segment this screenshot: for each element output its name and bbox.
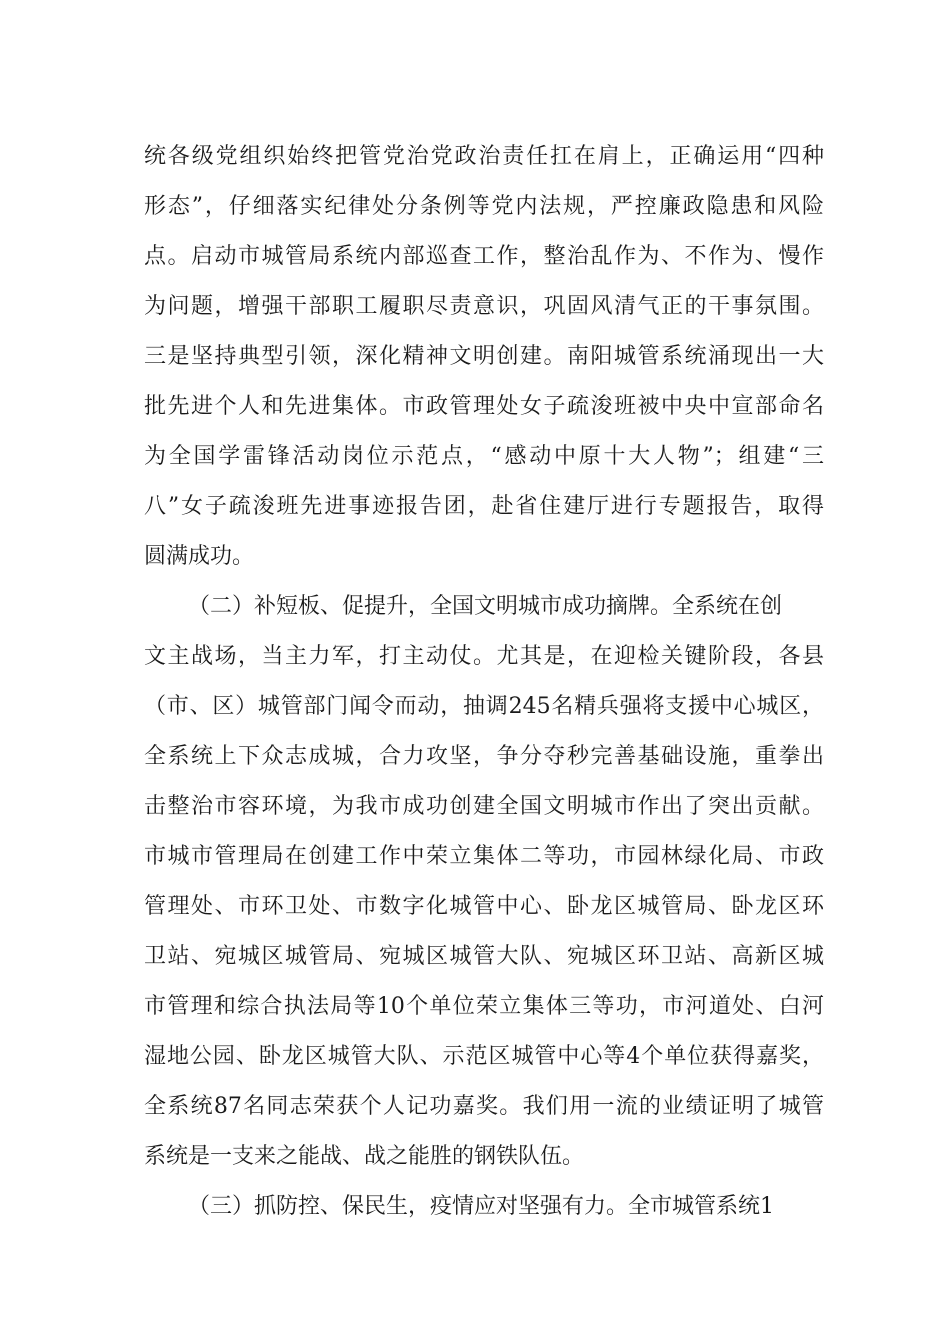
- text-line: 批先进个人和先进集体。市政管理处女子疏浚班被中央中宣部命名: [144, 394, 824, 419]
- text-line: 卫站、宛城区城管局、宛城区城管大队、宛城区环卫站、高新区城: [144, 944, 824, 969]
- text-line: 击整治市容环境，为我市成功创建全国文明城市作出了突出贡献。: [144, 794, 824, 819]
- section-heading-line: （二）补短板、促提升，全国文明城市成功摘牌。全系统在创: [188, 594, 783, 619]
- document-body: [144, 132, 824, 1232]
- text-line: 全系统87名同志荣获个人记功嘉奖。我们用一流的业绩证明了城管: [144, 1094, 824, 1119]
- text-line: 圆满成功。: [144, 544, 255, 569]
- text-line: 统各级党组织始终把管党治党政治责任扛在肩上，正确运用“四种: [144, 144, 824, 169]
- text-line: 为问题，增强干部职工履职尽责意识，巩固风清气正的干事氛围。: [144, 294, 824, 319]
- text-line: 文主战场，当主力军，打主动仗。尤其是，在迎检关键阶段，各县: [144, 644, 824, 669]
- text-line: 系统是一支来之能战、战之能胜的钢铁队伍。: [144, 1144, 585, 1169]
- text-line: 全系统上下众志成城，合力攻坚，争分夺秒完善基础设施，重拳出: [144, 744, 824, 769]
- text-line: 为全国学雷锋活动岗位示范点，“感动中原十大人物”；组建“三: [144, 444, 824, 469]
- text-line: 三是坚持典型引领，深化精神文明创建。南阳城管系统涌现出一大: [144, 344, 824, 369]
- text-line: 形态”，仔细落实纪律处分条例等党内法规，严控廉政隐患和风险: [144, 194, 824, 219]
- text-line: 八”女子疏浚班先进事迹报告团，赴省住建厅进行专题报告，取得: [144, 494, 824, 519]
- text-line: 点。启动市城管局系统内部巡查工作，整治乱作为、不作为、慢作: [144, 244, 824, 269]
- text-line: 市管理和综合执法局等10个单位荣立集体三等功，市河道处、白河: [144, 994, 824, 1019]
- text-line: （市、区）城管部门闻令而动，抽调245名精兵强将支援中心城区，: [144, 694, 824, 719]
- text-line: 湿地公园、卧龙区城管大队、示范区城管中心等4个单位获得嘉奖，: [144, 1044, 824, 1069]
- section-heading-line: （三）抓防控、保民生，疫情应对坚强有力。全市城管系统1: [188, 1194, 774, 1219]
- text-line: 管理处、市环卫处、市数字化城管中心、卧龙区城管局、卧龙区环: [144, 894, 824, 919]
- text-line: 市城市管理局在创建工作中荣立集体二等功，市园林绿化局、市政: [144, 844, 824, 869]
